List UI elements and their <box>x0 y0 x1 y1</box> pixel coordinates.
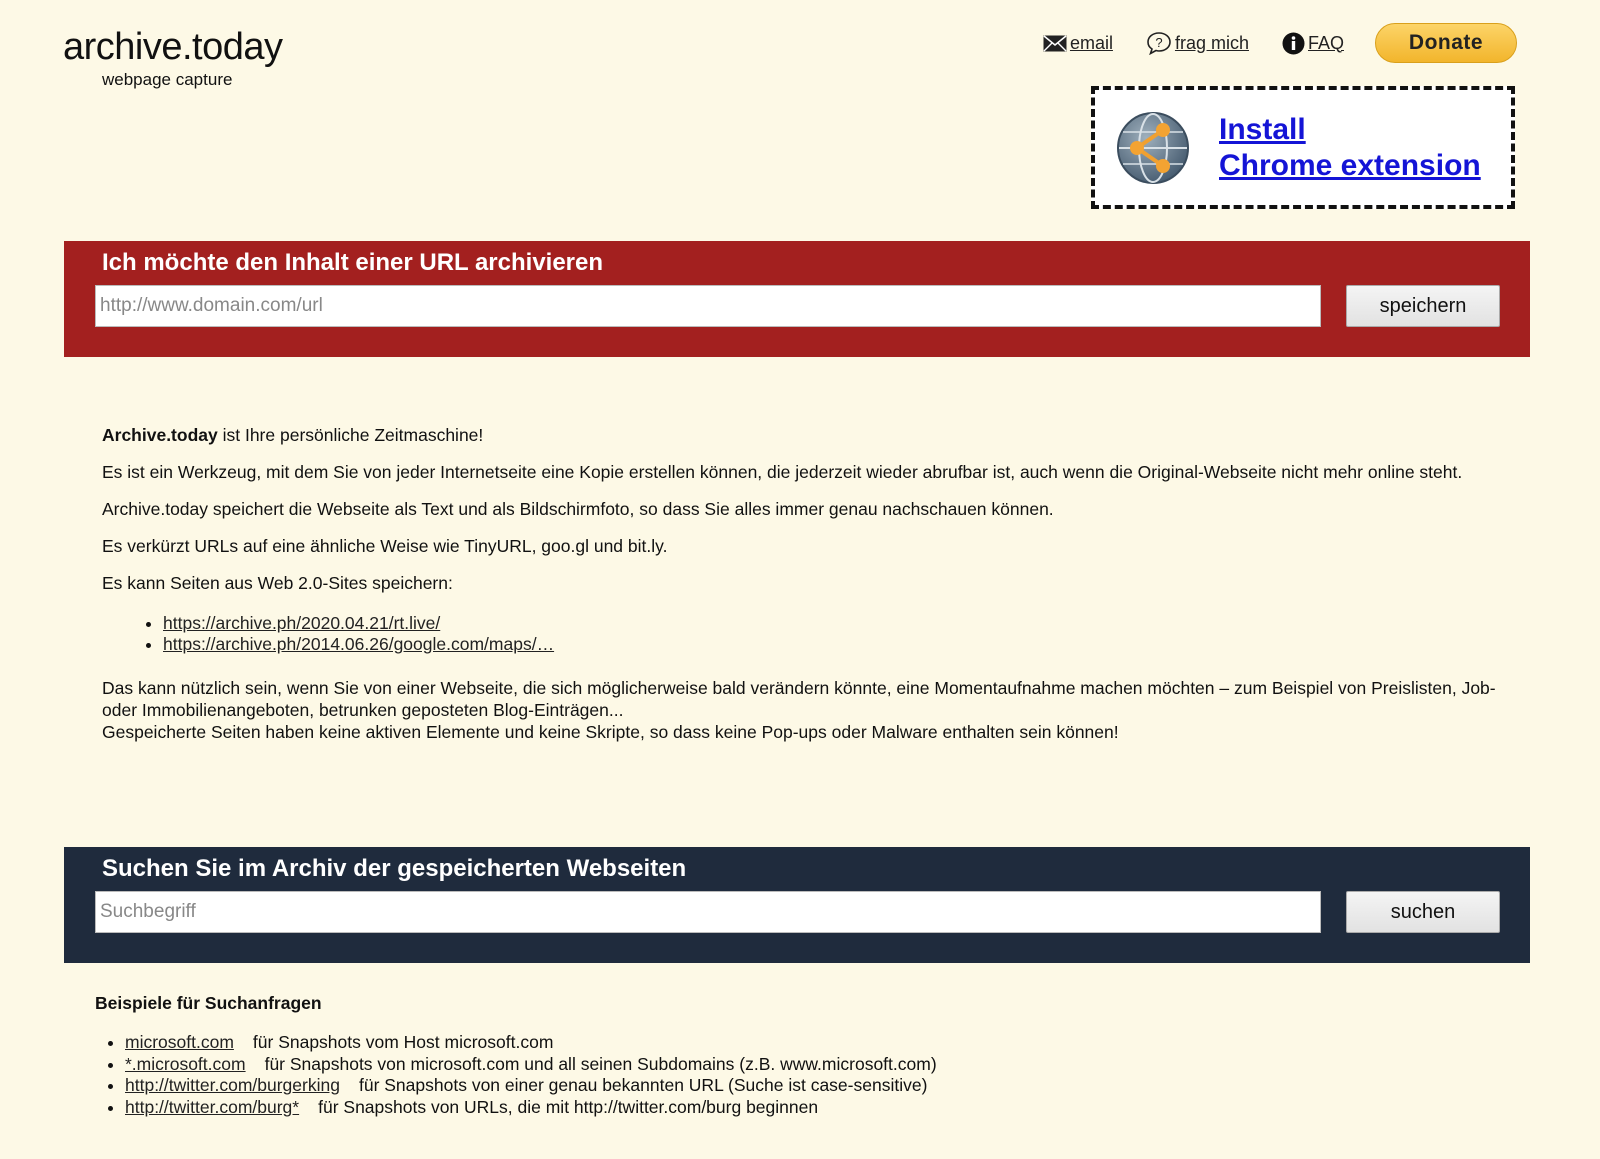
logo-subtitle: webpage capture <box>102 70 233 89</box>
ask-me-link-label: frag mich <box>1174 32 1249 53</box>
list-item <box>125 1054 937 1076</box>
url-input[interactable] <box>95 285 1321 327</box>
site-logo[interactable] <box>63 26 283 90</box>
envelope-icon <box>1043 35 1067 52</box>
intro-paragraph-2: Archive.today speichert die Webseite als Text und als Bildschirmfoto, so dass Sie alles immer genau nachschauen können. <box>102 499 1054 519</box>
search-examples <box>95 993 937 1118</box>
faq-link[interactable] <box>1282 32 1344 55</box>
example-query-desc: für Snapshots von URLs, die mit http://twitter.com/burg beginnen <box>318 1096 819 1117</box>
globe-share-icon[interactable] <box>1115 110 1191 186</box>
list-item <box>125 1097 937 1119</box>
email-link[interactable] <box>1043 33 1113 54</box>
list-item <box>125 1075 937 1097</box>
intro-tagline-text: ist Ihre persönliche Zeitmaschine! <box>217 425 484 445</box>
save-url-panel <box>64 241 1530 357</box>
intro-paragraph-4: Es kann Seiten aus Web 2.0-Sites speichern: <box>102 573 453 593</box>
example-archive-link-2[interactable]: https://archive.ph/2014.06.26/google.com/maps/… <box>163 634 555 654</box>
intro-paragraph-3: Es verkürzt URLs auf eine ähnliche Weise wie TinyURL, goo.gl und bit.ly. <box>102 536 668 556</box>
example-query-link[interactable]: http://twitter.com/burg* <box>125 1096 300 1117</box>
extension-link-line1[interactable]: Install <box>1219 112 1306 146</box>
example-query-desc: für Snapshots von einer genau bekannten URL (Suche ist case-sensitive) <box>358 1075 928 1095</box>
example-query-link[interactable]: microsoft.com <box>125 1032 234 1052</box>
save-button[interactable]: speichern <box>1346 285 1500 327</box>
intro-paragraph-1: Es ist ein Werkzeug, mit dem Sie von jeder Internetseite eine Kopie erstellen können, die jederzeit wieder abrufbar ist, auch wenn die Original-Webseite nicht mehr online steht. <box>102 462 1463 482</box>
search-input[interactable] <box>95 891 1321 933</box>
intro-brand: Archive.today <box>102 425 218 445</box>
list-item <box>163 634 1522 655</box>
info-icon <box>1282 32 1305 55</box>
intro-paragraph-6: Gespeicherte Seiten haben keine aktiven Elemente und keine Skripte, so dass keine Pop-ups oder Malware enthalten sein können! <box>102 722 1119 742</box>
example-query-desc: für Snapshots von microsoft.com und all seinen Subdomains (z.B. www.microsoft.com) <box>264 1053 937 1074</box>
svg-text:?: ? <box>1155 35 1163 50</box>
search-button[interactable]: suchen <box>1346 891 1500 933</box>
extension-link[interactable] <box>1219 112 1481 184</box>
ask-me-link[interactable] <box>1146 31 1249 55</box>
intro-tagline <box>102 424 1522 446</box>
faq-link-label: FAQ <box>1307 32 1344 53</box>
chrome-extension-promo <box>1091 86 1515 209</box>
example-query-link[interactable]: *.microsoft.com <box>125 1053 246 1074</box>
question-bubble-icon <box>1146 31 1172 55</box>
email-link-label: email <box>1069 32 1113 53</box>
examples-title: Beispiele für Suchanfragen <box>95 993 322 1013</box>
example-links-list <box>163 613 1522 655</box>
list-item <box>125 1032 937 1054</box>
extension-link-line2[interactable]: Chrome extension <box>1219 148 1481 182</box>
search-archive-panel <box>64 847 1530 963</box>
example-query-link[interactable]: http://twitter.com/burgerking <box>125 1075 340 1095</box>
example-query-desc: für Snapshots vom Host microsoft.com <box>252 1032 554 1052</box>
intro-paragraph-5: Das kann nützlich sein, wenn Sie von einer Webseite, die sich möglicherweise bald verändern könnte, eine Momentaufnahme machen möchten – zum Beispiel von Preislisten, Job- oder Immobilienangeboten, betrunken geposteten Blog-Einträgen... <box>102 678 1496 720</box>
top-nav <box>1043 22 1517 64</box>
examples-list <box>125 1032 937 1118</box>
save-panel-title: Ich möchte den Inhalt einer URL archivieren <box>102 249 604 276</box>
logo-title[interactable]: archive.today <box>63 26 283 68</box>
example-archive-link-1[interactable]: https://archive.ph/2020.04.21/rt.live/ <box>163 613 441 633</box>
intro-text <box>102 424 1522 743</box>
search-panel-title: Suchen Sie im Archiv der gespeicherten Webseiten <box>102 855 687 882</box>
list-item <box>163 613 1522 634</box>
donate-button[interactable]: Donate <box>1375 23 1517 63</box>
